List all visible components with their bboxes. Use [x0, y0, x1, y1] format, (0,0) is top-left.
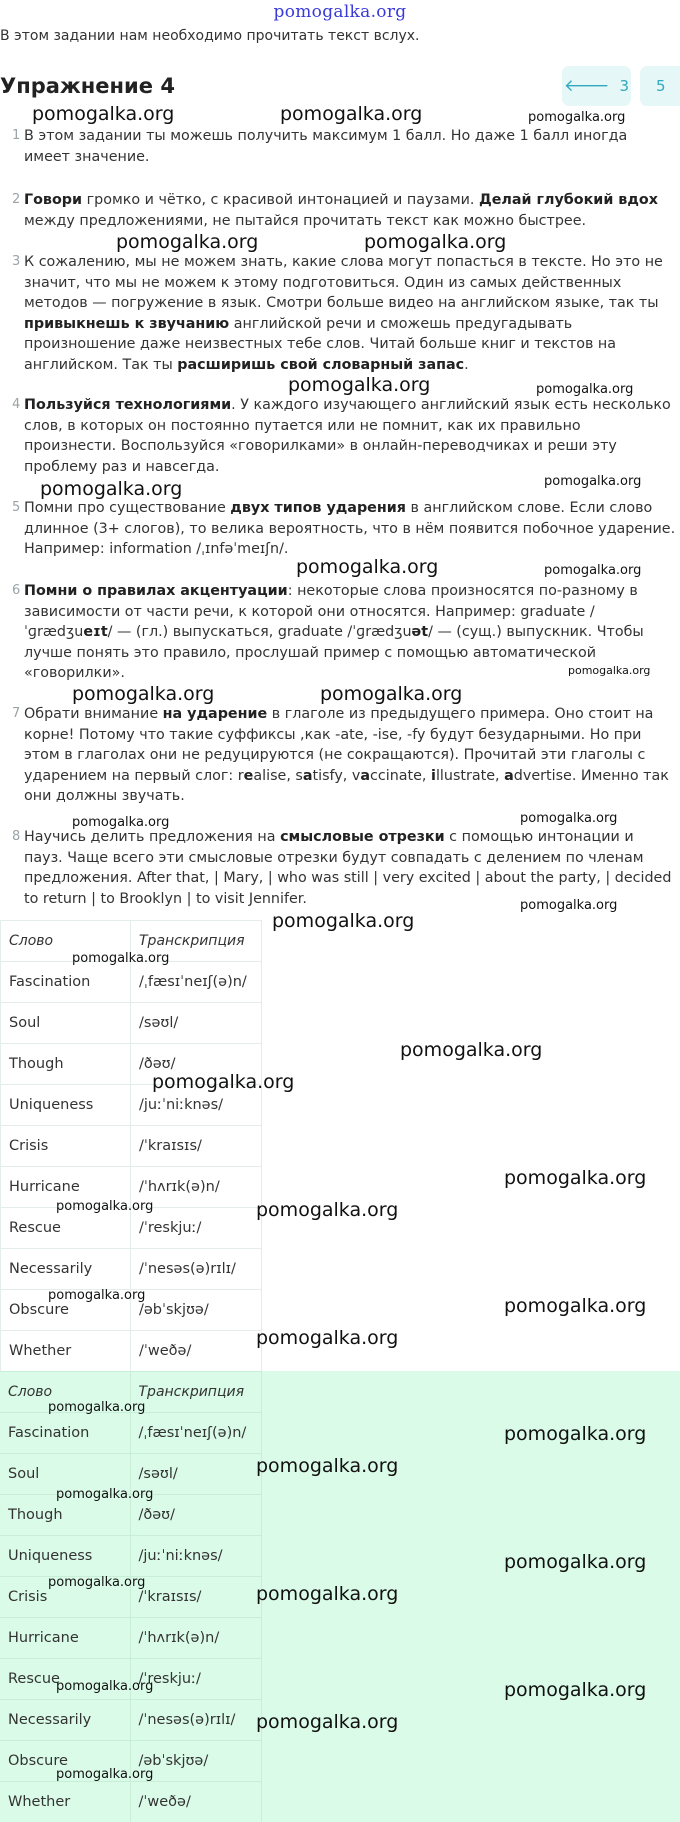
step-text: [24, 252, 676, 375]
step-text-segment: : некоторые слова произносятся по-разному в зависимости от части речи, к которой они относятся. Например: graduate /ˈɡrædʒu: [24, 583, 638, 640]
watermark: pomogalka.org: [544, 474, 642, 489]
watermark: pomogalka.org: [56, 1487, 154, 1502]
watermark: pomogalka.org: [280, 103, 423, 125]
step: [0, 498, 680, 564]
word-cell: Necessarily: [0, 1700, 130, 1741]
transcription-table-answer: [0, 1371, 262, 1822]
transcription-cell: /ˈreskjuː/: [131, 1208, 262, 1249]
table-row: [0, 1782, 262, 1822]
step-text-bold: a: [360, 767, 371, 784]
step-text-bold: eɪt: [83, 624, 108, 640]
step-text-bold: Говори: [24, 192, 83, 208]
transcription-cell: /səʊl/: [130, 1454, 262, 1495]
word-cell: Though: [1, 1044, 131, 1085]
step-text-segment: английской речи и сможешь предугадывать произношение даже неизвестных тебе слов. Читай больше книг и текстов на английском. Так ты: [24, 315, 617, 373]
watermark: pomogalka.org: [288, 374, 431, 396]
step-text-segment: Обрати внимание: [24, 706, 163, 722]
task-intro: В этом задании нам необходимо прочитать текст вслух.: [0, 28, 420, 44]
step-text-bold: двух типов ударения: [230, 500, 406, 516]
step-text-bold: a: [504, 767, 514, 784]
step: [0, 395, 680, 481]
step-text: [24, 126, 676, 167]
word-cell: Hurricane: [1, 1167, 131, 1208]
word-cell: Obscure: [0, 1741, 130, 1782]
transcription-cell: /juːˈniːknəs/: [130, 1536, 262, 1577]
step: [0, 252, 680, 378]
watermark: pomogalka.org: [504, 1679, 647, 1701]
table-row: [1, 1003, 262, 1044]
step-text-segment: В этом задании ты можешь получить максимум 1 балл. Но даже 1 балл иногда имеет значение.: [24, 128, 628, 165]
word-cell: Rescue: [1, 1208, 131, 1249]
watermark: pomogalka.org: [48, 1400, 146, 1415]
watermark: pomogalka.org: [40, 478, 183, 500]
step-text-segment: dvertise. Именно так они должны звучать.: [24, 767, 669, 804]
word-cell: Soul: [1, 1003, 131, 1044]
transcription-cell: /əbˈskjʊə/: [131, 1290, 262, 1331]
watermark: pomogalka.org: [520, 811, 618, 826]
table-row: [1, 962, 262, 1003]
watermark: pomogalka.org: [504, 1551, 647, 1573]
table-row: [1, 1249, 262, 1290]
transcription-cell: /ˈnesəs(ə)rɪlɪ/: [131, 1249, 262, 1290]
watermark: pomogalka.org: [528, 110, 626, 125]
next-exercise-button[interactable]: [640, 66, 680, 106]
transcription-cell: /ˈweðə/: [130, 1782, 262, 1822]
transcription-cell: /ˈnesəs(ə)rɪlɪ/: [130, 1700, 262, 1741]
watermark: pomogalka.org: [296, 556, 439, 578]
word-cell: Necessarily: [1, 1249, 131, 1290]
step-text-segment: громко и чётко, с красивой интонацией и паузами.: [82, 192, 479, 208]
transcription-cell: /ˈreskjuː/: [130, 1659, 262, 1700]
step-text-segment: между предложениями, не пытайся прочитать текст как можно быстрее.: [24, 212, 587, 229]
step-text-segment: llustrate,: [435, 767, 505, 784]
step-text: [24, 395, 676, 477]
table-row: [1, 1331, 262, 1372]
step-text-segment: с помощью интонации и пауз. Чаще всего эти смысловые отрезки будут совпадать с делением по членам предложения. After that, | Mary, | who was still | very excited | about the party, | decided to return | to Brooklyn | to visit Jennifer.: [24, 829, 672, 907]
step-text-bold: привыкнешь к звучанию: [24, 315, 230, 332]
step-text-bold: i: [431, 767, 436, 784]
watermark: pomogalka.org: [56, 1679, 154, 1694]
transcription-table: [0, 920, 262, 1372]
watermark: pomogalka.org: [536, 382, 634, 397]
step-text-bold: расширишь свой словарный запас: [177, 356, 465, 373]
column-header-transcription: Транскрипция: [130, 1372, 262, 1413]
step-text-bold: a: [302, 767, 313, 784]
prev-exercise-number: 3: [619, 77, 630, 95]
step-text-segment: alise, s: [253, 767, 303, 784]
step-text-segment: Помни про существование: [24, 500, 231, 516]
transcription-cell: /juːˈniːknəs/: [131, 1085, 262, 1126]
watermark: pomogalka.org: [256, 1199, 399, 1221]
step-number: 8: [12, 829, 21, 844]
table-row: [0, 1618, 262, 1659]
prev-exercise-button[interactable]: [562, 66, 631, 106]
step-text: [24, 190, 676, 231]
transcription-cell: /ðəʊ/: [130, 1495, 262, 1536]
watermark: pomogalka.org: [72, 815, 170, 830]
watermark: pomogalka.org: [48, 1288, 146, 1303]
word-cell: Uniqueness: [0, 1536, 130, 1577]
word-cell: Though: [0, 1495, 130, 1536]
watermark: pomogalka.org: [48, 1575, 146, 1590]
next-exercise-number: 5: [656, 77, 666, 95]
watermark: pomogalka.org: [272, 910, 415, 932]
column-header-transcription: Транскрипция: [131, 921, 262, 962]
watermark: pomogalka.org: [320, 683, 463, 705]
step-number: 2: [12, 192, 21, 207]
table-row: [0, 1413, 262, 1454]
watermark: pomogalka.org: [504, 1423, 647, 1445]
word-cell: Rescue: [0, 1659, 130, 1700]
step: [0, 126, 680, 172]
step-text-segment: / — (сущ.) выпускник. Чтобы лучше понять это правило, прослушай пример с помощью автоматической «говорилки».: [24, 624, 644, 681]
watermark: pomogalka.org: [256, 1711, 399, 1733]
word-cell: Whether: [1, 1331, 131, 1372]
watermark: pomogalka.org: [256, 1455, 399, 1477]
step-number: 7: [12, 706, 21, 721]
transcription-cell: /səʊl/: [131, 1003, 262, 1044]
step-text-segment: / — (гл.) выпускаться, graduate /ˈɡrædʒu: [107, 624, 412, 640]
step: [0, 704, 680, 810]
watermark: pomogalka.org: [56, 1767, 154, 1782]
watermark: pomogalka.org: [72, 951, 170, 966]
table-row: [0, 1536, 262, 1577]
step-number: 6: [12, 583, 21, 598]
step-number: 1: [12, 128, 21, 143]
site-logo[interactable]: pomogalka.org: [273, 2, 407, 22]
watermark: pomogalka.org: [364, 231, 507, 253]
step-text-segment: .: [464, 356, 469, 373]
table-body: [0, 1413, 262, 1822]
step-text-bold: смысловые отрезки: [280, 829, 445, 845]
step-text-bold: Помни о правилах акцентуации: [24, 583, 288, 599]
column-header-word: Слово: [0, 1372, 130, 1413]
word-cell: Uniqueness: [1, 1085, 131, 1126]
step-text-segment: в английском слове. Если слово длинное (3+ слогов), то велика вероятность, что в нём появится побочное ударение. Например: information /ˌɪnfəˈmeɪʃn/.: [24, 500, 676, 557]
step-text-bold: на ударение: [162, 706, 268, 722]
table-row: [1, 1126, 262, 1167]
transcription-cell: /ðəʊ/: [131, 1044, 262, 1085]
watermark: pomogalka.org: [256, 1583, 399, 1605]
step-text-segment: tisfy, v: [312, 767, 361, 784]
step-text: [24, 827, 676, 909]
watermark: pomogalka.org: [400, 1039, 543, 1061]
transcription-cell: /əbˈskjʊə/: [130, 1741, 262, 1782]
word-cell: Fascination: [1, 962, 131, 1003]
watermark: pomogalka.org: [32, 103, 175, 125]
word-cell: Obscure: [1, 1290, 131, 1331]
word-cell: Crisis: [1, 1126, 131, 1167]
transcription-cell: /ˌfæsɪˈneɪʃ(ə)n/: [131, 962, 262, 1003]
watermark: pomogalka.org: [544, 563, 642, 578]
watermark: pomogalka.org: [568, 664, 651, 677]
arrow-left-icon: 🡐: [563, 76, 610, 96]
column-header-word: Слово: [1, 921, 131, 962]
watermark: pomogalka.org: [72, 683, 215, 705]
watermark: pomogalka.org: [152, 1071, 295, 1093]
table-body: [1, 962, 262, 1372]
step-text: [24, 498, 676, 560]
word-cell: Whether: [0, 1782, 130, 1822]
step-text-segment: Научись делить предложения на: [24, 829, 281, 845]
step-text-bold: ət: [411, 624, 429, 640]
step: [0, 190, 680, 236]
transcription-cell: /ˈweðə/: [131, 1331, 262, 1372]
watermark: pomogalka.org: [116, 231, 259, 253]
transcription-cell: /ˈhʌrɪk(ə)n/: [130, 1618, 262, 1659]
watermark: pomogalka.org: [504, 1295, 647, 1317]
exercise-title: Упражнение 4: [0, 74, 175, 98]
step-number: 3: [12, 254, 21, 269]
step-text-bold: Делай глубокий вдох: [478, 192, 658, 208]
step-text-segment: К сожалению, мы не можем знать, какие слова могут попасться в тексте. Но это не значит, что мы не можем к этому подготовиться. Один из самых действенных методов — погружение в язык. Смотри больше видео на английском языке, так ты: [24, 254, 663, 311]
word-cell: Hurricane: [0, 1618, 130, 1659]
word-cell: Soul: [0, 1454, 130, 1495]
watermark: pomogalka.org: [256, 1327, 399, 1349]
step-number: 4: [12, 397, 21, 412]
watermark: pomogalka.org: [520, 898, 618, 913]
step-text-bold: e: [243, 767, 254, 784]
step-text-segment: ccinate,: [370, 767, 432, 784]
transcription-cell: /ˈkraɪsɪs/: [131, 1126, 262, 1167]
step-text-bold: Пользуйся технологиями: [24, 397, 232, 413]
watermark: pomogalka.org: [504, 1167, 647, 1189]
transcription-cell: /ˌfæsɪˈneɪʃ(ə)n/: [130, 1413, 262, 1454]
step-text-segment: в глаголе из предыдущего примера. Оно стоит на корне! Потому что такие суффиксы ,как -ate, -ise, -fy будут безударными. Но при этом в глаголах они не редуцируются (не сокращаются). Прочитай эти глаголы с ударением на первый слог: r: [24, 706, 654, 784]
table-row: [0, 1700, 262, 1741]
step-text-segment: . У каждого изучающего английский язык есть несколько слов, в которых он постоянно путается или не помнит, как их правильно произнести. Воспользуйся «говорилками» в онлайн-переводчиках и реши эту проблему раз и навсегда.: [24, 397, 671, 475]
watermark: pomogalka.org: [56, 1199, 154, 1214]
step-number: 5: [12, 500, 21, 515]
word-cell: Crisis: [0, 1577, 130, 1618]
word-cell: Fascination: [0, 1413, 130, 1454]
transcription-cell: /ˈkraɪsɪs/: [130, 1577, 262, 1618]
step-text: [24, 704, 676, 807]
transcription-cell: /ˈhʌrɪk(ə)n/: [131, 1167, 262, 1208]
